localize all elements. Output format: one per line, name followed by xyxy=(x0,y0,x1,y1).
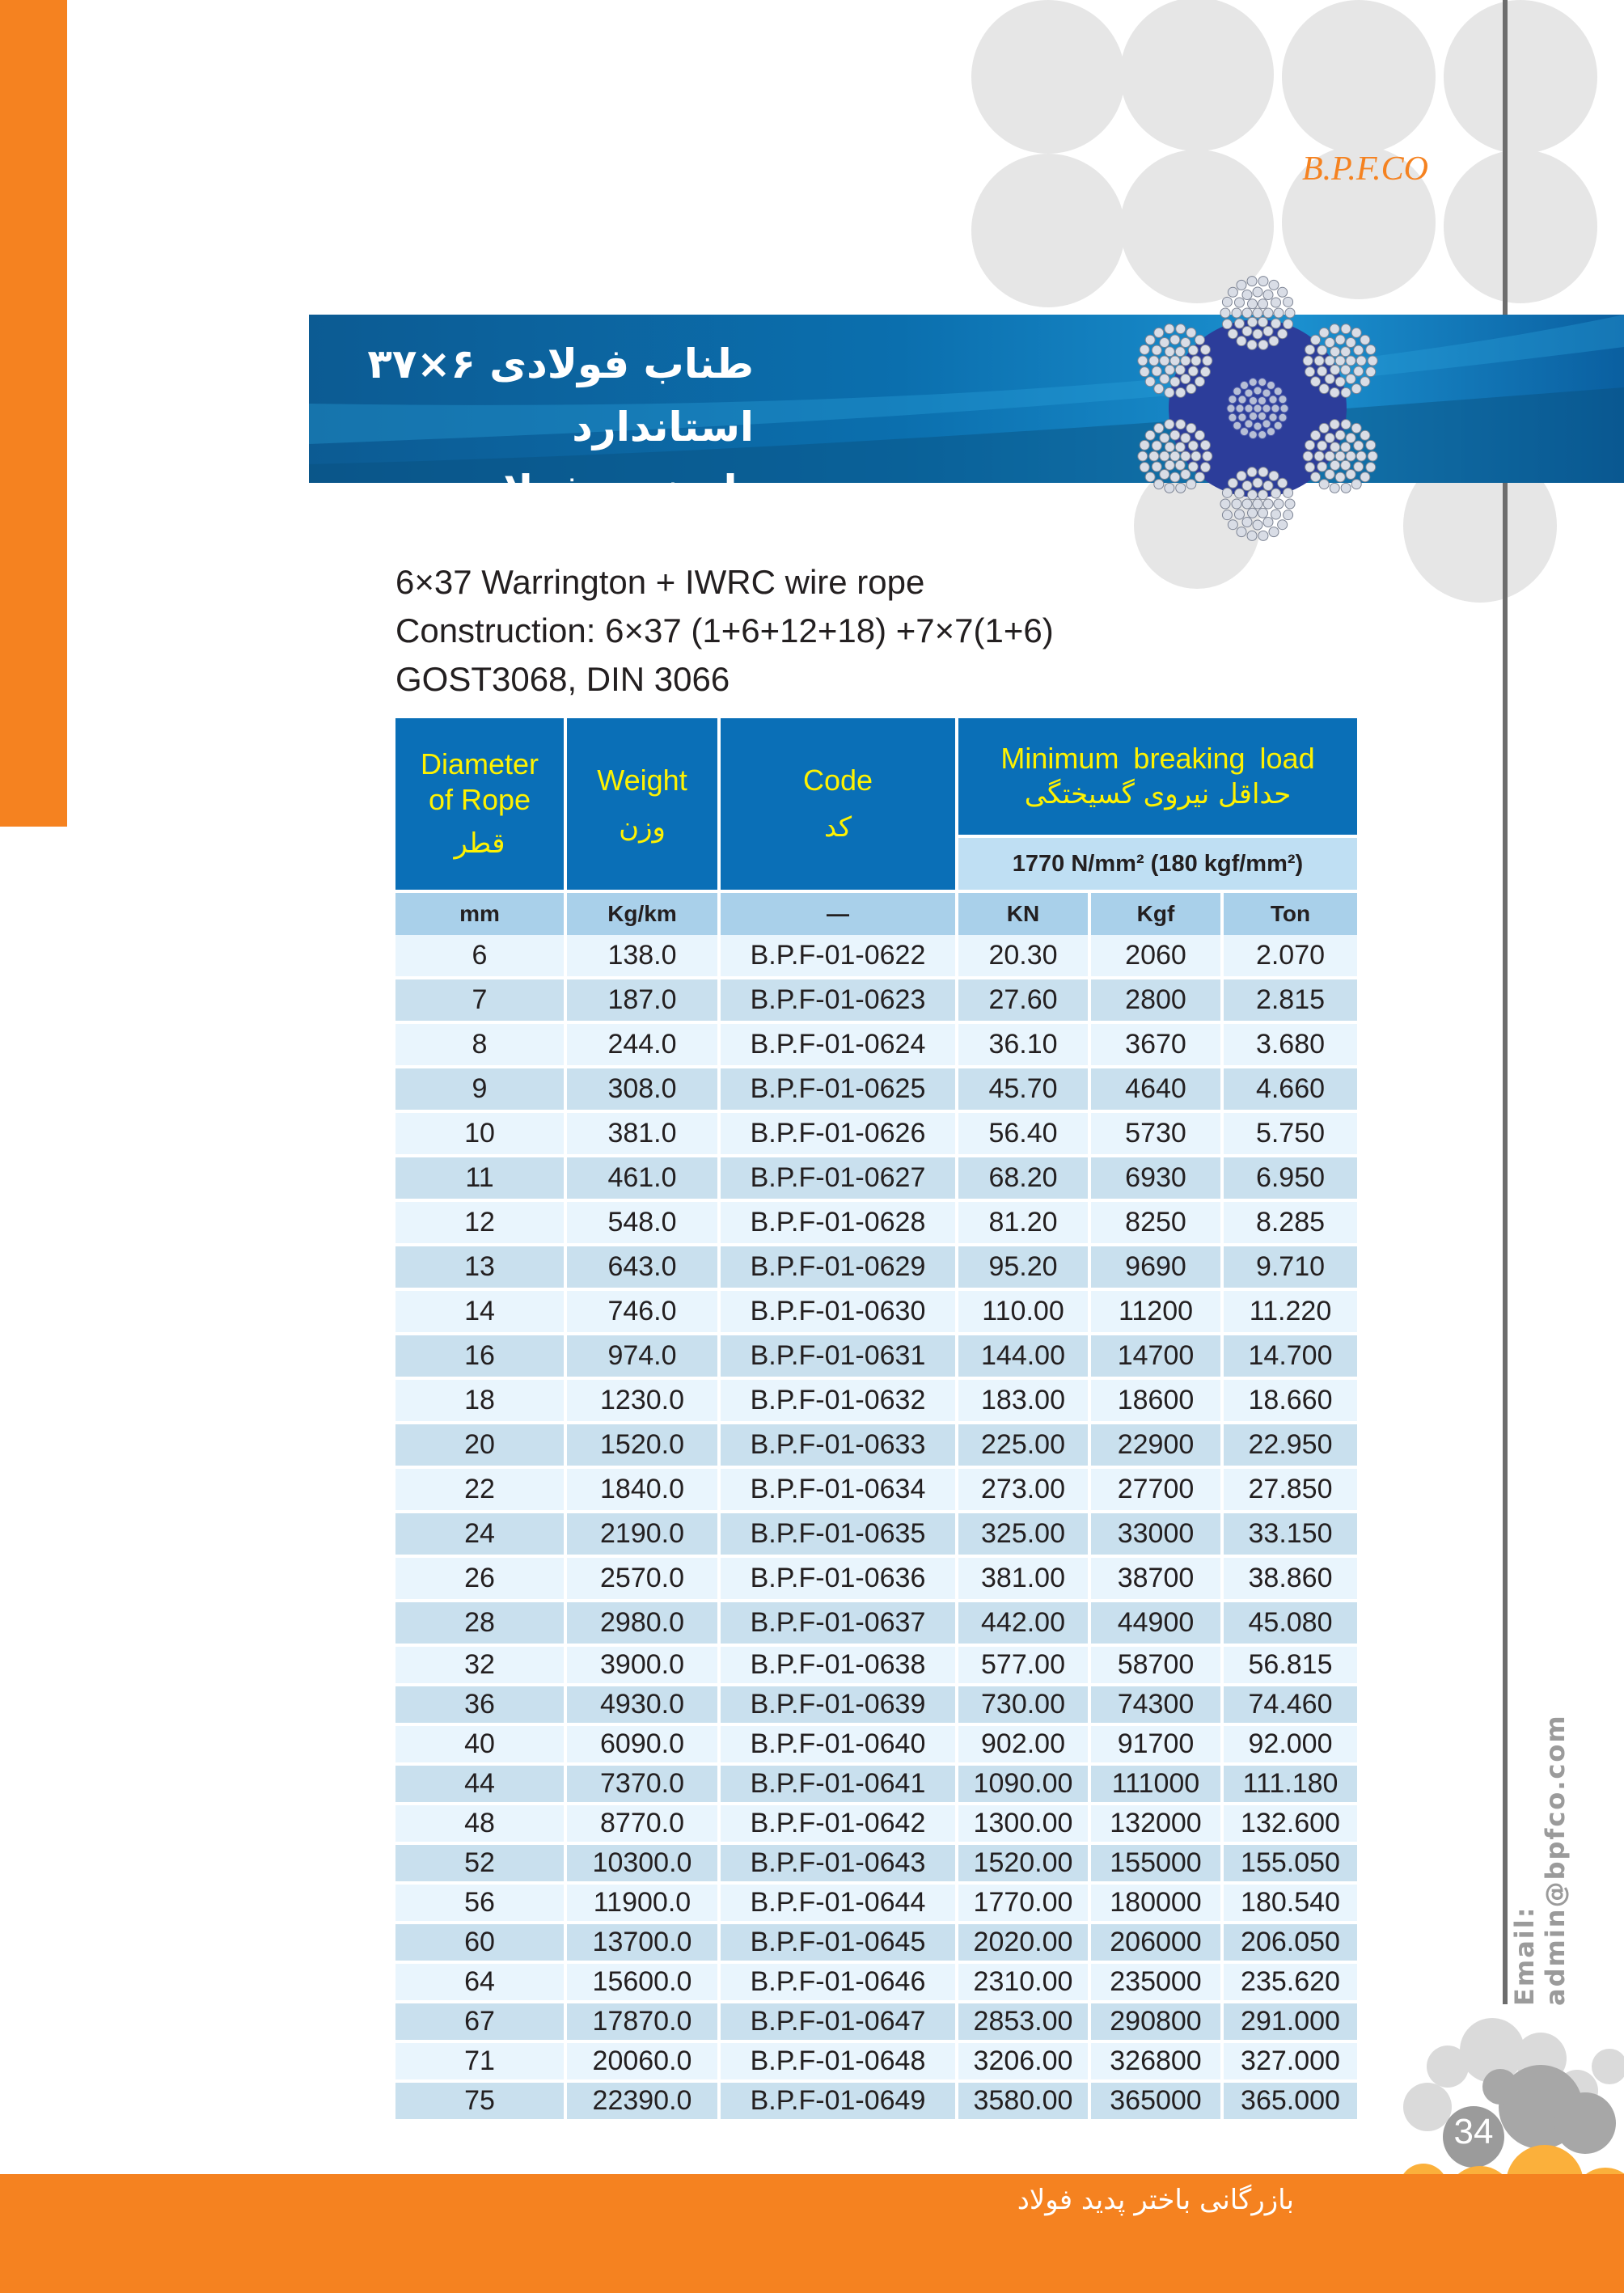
header-weight-label: Weight xyxy=(597,764,687,797)
contact-email: Email: admin@bpfco.com xyxy=(1509,1714,1571,2006)
cell-diameter: 22 xyxy=(395,1469,564,1513)
table-row xyxy=(395,1885,1357,1924)
left-accent-bar xyxy=(0,0,67,827)
table-row xyxy=(395,1766,1357,1805)
cell-code: B.P.F-01-0634 xyxy=(721,1469,955,1513)
table-row xyxy=(395,2083,1357,2122)
cell-kgf: 155000 xyxy=(1091,1845,1220,1885)
cell-weight: 244.0 xyxy=(567,1024,717,1068)
cell-weight: 3900.0 xyxy=(567,1647,717,1686)
cell-diameter: 75 xyxy=(395,2083,564,2122)
cell-weight: 548.0 xyxy=(567,1202,717,1246)
cell-code: B.P.F-01-0631 xyxy=(721,1335,955,1380)
table-row xyxy=(395,1513,1357,1558)
table-row xyxy=(395,1964,1357,2003)
cell-ton: 5.750 xyxy=(1224,1113,1357,1157)
cell-ton: 2.815 xyxy=(1224,979,1357,1024)
unit-ton: Ton xyxy=(1224,890,1357,935)
cell-code: B.P.F-01-0622 xyxy=(721,935,955,979)
cell-weight: 2980.0 xyxy=(567,1602,717,1647)
unit-kn: KN xyxy=(958,890,1088,935)
cell-code: B.P.F-01-0646 xyxy=(721,1964,955,2003)
cell-code: B.P.F-01-0630 xyxy=(721,1291,955,1335)
cell-kgf: 74300 xyxy=(1091,1686,1220,1726)
cell-diameter: 24 xyxy=(395,1513,564,1558)
cell-kgf: 3670 xyxy=(1091,1024,1220,1068)
cell-ton: 8.285 xyxy=(1224,1202,1357,1246)
cell-kgf: 58700 xyxy=(1091,1647,1220,1686)
units-row xyxy=(395,890,1357,935)
cell-ton: 45.080 xyxy=(1224,1602,1357,1647)
cell-code: B.P.F-01-0635 xyxy=(721,1513,955,1558)
cell-kn: 56.40 xyxy=(958,1113,1088,1157)
cell-code: B.P.F-01-0637 xyxy=(721,1602,955,1647)
table-row xyxy=(395,1686,1357,1726)
specification-table xyxy=(392,718,1360,2122)
table-row xyxy=(395,1558,1357,1602)
table-row xyxy=(395,2043,1357,2083)
cell-kgf: 33000 xyxy=(1091,1513,1220,1558)
cell-code: B.P.F-01-0639 xyxy=(721,1686,955,1726)
title-line-1: طناب فولادی ۶×۳۷ استاندارد xyxy=(367,341,754,451)
cell-kn: 27.60 xyxy=(958,979,1088,1024)
cell-kgf: 18600 xyxy=(1091,1380,1220,1424)
cell-kn: 225.00 xyxy=(958,1424,1088,1469)
cell-diameter: 40 xyxy=(395,1726,564,1766)
cell-weight: 1520.0 xyxy=(567,1424,717,1469)
wire-rope-cross-section-image xyxy=(1100,263,1415,554)
cell-kgf: 27700 xyxy=(1091,1469,1220,1513)
cell-kgf: 14700 xyxy=(1091,1335,1220,1380)
cell-code: B.P.F-01-0628 xyxy=(721,1202,955,1246)
cell-kn: 273.00 xyxy=(958,1469,1088,1513)
header-mbl-label-fa: حداقل نیروی گسیختگی xyxy=(1024,778,1292,811)
cell-kgf: 9690 xyxy=(1091,1246,1220,1291)
header-min-breaking-load xyxy=(958,718,1357,838)
cell-diameter: 48 xyxy=(395,1805,564,1845)
cell-kgf: 290800 xyxy=(1091,2003,1220,2043)
cell-weight: 2570.0 xyxy=(567,1558,717,1602)
header-weight xyxy=(567,718,717,890)
cell-kgf: 2800 xyxy=(1091,979,1220,1024)
cell-ton: 235.620 xyxy=(1224,1964,1357,2003)
cell-ton: 14.700 xyxy=(1224,1335,1357,1380)
cell-kgf: 2060 xyxy=(1091,935,1220,979)
cell-code: B.P.F-01-0642 xyxy=(721,1805,955,1845)
cell-diameter: 10 xyxy=(395,1113,564,1157)
cell-kgf: 132000 xyxy=(1091,1805,1220,1845)
table-row xyxy=(395,979,1357,1024)
cell-diameter: 26 xyxy=(395,1558,564,1602)
cell-kgf: 44900 xyxy=(1091,1602,1220,1647)
cell-ton: 4.660 xyxy=(1224,1068,1357,1113)
page-number: 34 xyxy=(1453,2112,1494,2151)
header-code xyxy=(721,718,955,890)
cell-kn: 2020.00 xyxy=(958,1924,1088,1964)
cell-code: B.P.F-01-0632 xyxy=(721,1380,955,1424)
table-row xyxy=(395,1602,1357,1647)
cell-diameter: 9 xyxy=(395,1068,564,1113)
table-row xyxy=(395,1924,1357,1964)
cell-code: B.P.F-01-0638 xyxy=(721,1647,955,1686)
table-row xyxy=(395,1068,1357,1113)
cell-kn: 81.20 xyxy=(958,1202,1088,1246)
cell-code: B.P.F-01-0649 xyxy=(721,2083,955,2122)
cell-ton: 11.220 xyxy=(1224,1291,1357,1335)
cell-kn: 183.00 xyxy=(958,1380,1088,1424)
cell-ton: 291.000 xyxy=(1224,2003,1357,2043)
cell-weight: 7370.0 xyxy=(567,1766,717,1805)
title-banner xyxy=(309,315,1624,514)
cell-code: B.P.F-01-0647 xyxy=(721,2003,955,2043)
brand-logo-text: B.P.F.CO xyxy=(1302,150,1428,188)
cell-weight: 308.0 xyxy=(567,1068,717,1113)
cell-ton: 6.950 xyxy=(1224,1157,1357,1202)
cell-code: B.P.F-01-0629 xyxy=(721,1246,955,1291)
cell-weight: 187.0 xyxy=(567,979,717,1024)
cell-diameter: 14 xyxy=(395,1291,564,1335)
intro-line-1: 6×37 Warrington + IWRC wire rope xyxy=(395,563,925,601)
cell-ton: 2.070 xyxy=(1224,935,1357,979)
cell-weight: 11900.0 xyxy=(567,1885,717,1924)
cell-ton: 33.150 xyxy=(1224,1513,1357,1558)
table-row xyxy=(395,1424,1357,1469)
cell-code: B.P.F-01-0633 xyxy=(721,1424,955,1469)
cell-ton: 56.815 xyxy=(1224,1647,1357,1686)
cell-kgf: 180000 xyxy=(1091,1885,1220,1924)
cell-code: B.P.F-01-0636 xyxy=(721,1558,955,1602)
cell-code: B.P.F-01-0625 xyxy=(721,1068,955,1113)
cell-weight: 461.0 xyxy=(567,1157,717,1202)
cell-diameter: 16 xyxy=(395,1335,564,1380)
header-weight-label-fa: وزن xyxy=(619,811,666,844)
cell-kn: 144.00 xyxy=(958,1335,1088,1380)
cell-code: B.P.F-01-0624 xyxy=(721,1024,955,1068)
cell-ton: 9.710 xyxy=(1224,1246,1357,1291)
unit-weight: Kg/km xyxy=(567,890,717,935)
cell-weight: 381.0 xyxy=(567,1113,717,1157)
table-row xyxy=(395,1335,1357,1380)
right-divider-line xyxy=(1503,0,1508,2004)
cell-diameter: 28 xyxy=(395,1602,564,1647)
cell-ton: 38.860 xyxy=(1224,1558,1357,1602)
product-description xyxy=(395,558,1054,704)
cell-kgf: 22900 xyxy=(1091,1424,1220,1469)
cell-kn: 2310.00 xyxy=(958,1964,1088,2003)
cell-diameter: 6 xyxy=(395,935,564,979)
cell-kgf: 8250 xyxy=(1091,1202,1220,1246)
header-code-label-fa: کد xyxy=(823,811,852,844)
cell-ton: 180.540 xyxy=(1224,1885,1357,1924)
table-row xyxy=(395,1805,1357,1845)
cell-diameter: 32 xyxy=(395,1647,564,1686)
cell-diameter: 71 xyxy=(395,2043,564,2083)
cell-kgf: 326800 xyxy=(1091,2043,1220,2083)
cell-kgf: 206000 xyxy=(1091,1924,1220,1964)
cell-kn: 36.10 xyxy=(958,1024,1088,1068)
cell-kgf: 235000 xyxy=(1091,1964,1220,2003)
cell-diameter: 52 xyxy=(395,1845,564,1885)
table-row xyxy=(395,1157,1357,1202)
cell-weight: 974.0 xyxy=(567,1335,717,1380)
cell-diameter: 36 xyxy=(395,1686,564,1726)
cell-kn: 577.00 xyxy=(958,1647,1088,1686)
cell-code: B.P.F-01-0643 xyxy=(721,1845,955,1885)
cell-kn: 730.00 xyxy=(958,1686,1088,1726)
cell-ton: 92.000 xyxy=(1224,1726,1357,1766)
cell-diameter: 7 xyxy=(395,979,564,1024)
cell-code: B.P.F-01-0627 xyxy=(721,1157,955,1202)
cell-weight: 8770.0 xyxy=(567,1805,717,1845)
table-row xyxy=(395,2003,1357,2043)
cell-kn: 95.20 xyxy=(958,1246,1088,1291)
cell-kgf: 4640 xyxy=(1091,1068,1220,1113)
cell-diameter: 20 xyxy=(395,1424,564,1469)
cell-kgf: 111000 xyxy=(1091,1766,1220,1805)
cell-kn: 3580.00 xyxy=(958,2083,1088,2122)
cell-diameter: 67 xyxy=(395,2003,564,2043)
cell-kgf: 5730 xyxy=(1091,1113,1220,1157)
cell-diameter: 11 xyxy=(395,1157,564,1202)
cell-weight: 746.0 xyxy=(567,1291,717,1335)
cell-kgf: 91700 xyxy=(1091,1726,1220,1766)
cell-ton: 327.000 xyxy=(1224,2043,1357,2083)
cell-diameter: 13 xyxy=(395,1246,564,1291)
table-row xyxy=(395,1113,1357,1157)
page-title xyxy=(366,332,754,522)
cell-diameter: 60 xyxy=(395,1924,564,1964)
header-diameter-label: Diameter of Rope xyxy=(420,747,539,816)
intro-line-2: Construction: 6×37 (1+6+12+18) +7×7(1+6) xyxy=(395,611,1054,649)
cell-code: B.P.F-01-0645 xyxy=(721,1924,955,1964)
cell-kn: 110.00 xyxy=(958,1291,1088,1335)
cell-code: B.P.F-01-0626 xyxy=(721,1113,955,1157)
cell-kn: 1090.00 xyxy=(958,1766,1088,1805)
cell-diameter: 44 xyxy=(395,1766,564,1805)
table-row xyxy=(395,1024,1357,1068)
cell-code: B.P.F-01-0623 xyxy=(721,979,955,1024)
cell-weight: 17870.0 xyxy=(567,2003,717,2043)
table-row xyxy=(395,1845,1357,1885)
cell-kgf: 38700 xyxy=(1091,1558,1220,1602)
cell-kn: 1300.00 xyxy=(958,1805,1088,1845)
cell-diameter: 64 xyxy=(395,1964,564,2003)
cell-ton: 365.000 xyxy=(1224,2083,1357,2122)
header-mbl-label: Minimum breaking load xyxy=(1000,742,1315,776)
cell-kn: 442.00 xyxy=(958,1602,1088,1647)
cell-kgf: 365000 xyxy=(1091,2083,1220,2122)
cell-kn: 902.00 xyxy=(958,1726,1088,1766)
cell-ton: 206.050 xyxy=(1224,1924,1357,1964)
table-row xyxy=(395,1291,1357,1335)
footer-bar xyxy=(0,2174,1624,2293)
title-line-2: با مغزی فولادی xyxy=(445,467,754,514)
table-row xyxy=(395,1380,1357,1424)
unit-diameter: mm xyxy=(395,890,564,935)
cell-weight: 4930.0 xyxy=(567,1686,717,1726)
cell-ton: 27.850 xyxy=(1224,1469,1357,1513)
cell-kgf: 6930 xyxy=(1091,1157,1220,1202)
cell-weight: 2190.0 xyxy=(567,1513,717,1558)
unit-kgf: Kgf xyxy=(1091,890,1220,935)
cell-weight: 22390.0 xyxy=(567,2083,717,2122)
header-diameter xyxy=(395,718,564,890)
cell-ton: 18.660 xyxy=(1224,1380,1357,1424)
header-code-label: Code xyxy=(802,764,873,797)
cell-kn: 20.30 xyxy=(958,935,1088,979)
table-row xyxy=(395,1246,1357,1291)
cell-code: B.P.F-01-0640 xyxy=(721,1726,955,1766)
table-row xyxy=(395,1202,1357,1246)
header-tensile-strength: 1770 N/mm² (180 kgf/mm²) xyxy=(958,838,1357,890)
header-diameter-label-fa: قطر xyxy=(454,827,505,860)
cell-ton: 111.180 xyxy=(1224,1766,1357,1805)
table-row xyxy=(395,1726,1357,1766)
cell-kn: 2853.00 xyxy=(958,2003,1088,2043)
cell-weight: 138.0 xyxy=(567,935,717,979)
cell-diameter: 18 xyxy=(395,1380,564,1424)
cell-ton: 22.950 xyxy=(1224,1424,1357,1469)
cell-weight: 15600.0 xyxy=(567,1964,717,2003)
cell-ton: 74.460 xyxy=(1224,1686,1357,1726)
cell-ton: 155.050 xyxy=(1224,1845,1357,1885)
table-row xyxy=(395,1469,1357,1513)
cell-kn: 3206.00 xyxy=(958,2043,1088,2083)
unit-code: — xyxy=(721,890,955,935)
cell-kn: 45.70 xyxy=(958,1068,1088,1113)
cell-kn: 381.00 xyxy=(958,1558,1088,1602)
cell-diameter: 56 xyxy=(395,1885,564,1924)
cell-code: B.P.F-01-0641 xyxy=(721,1766,955,1805)
cell-ton: 132.600 xyxy=(1224,1805,1357,1845)
cell-kn: 68.20 xyxy=(958,1157,1088,1202)
footer-company-name: بازرگانی باختر پدید فولاد xyxy=(1017,2184,1294,2216)
cell-weight: 13700.0 xyxy=(567,1924,717,1964)
cell-weight: 643.0 xyxy=(567,1246,717,1291)
cell-kn: 1520.00 xyxy=(958,1845,1088,1885)
cell-kn: 1770.00 xyxy=(958,1885,1088,1924)
table-row xyxy=(395,935,1357,979)
cell-weight: 6090.0 xyxy=(567,1726,717,1766)
cell-weight: 10300.0 xyxy=(567,1845,717,1885)
cell-diameter: 12 xyxy=(395,1202,564,1246)
cell-code: B.P.F-01-0644 xyxy=(721,1885,955,1924)
cell-weight: 1840.0 xyxy=(567,1469,717,1513)
cell-kgf: 11200 xyxy=(1091,1291,1220,1335)
cell-weight: 1230.0 xyxy=(567,1380,717,1424)
cell-ton: 3.680 xyxy=(1224,1024,1357,1068)
cell-kn: 325.00 xyxy=(958,1513,1088,1558)
cell-diameter: 8 xyxy=(395,1024,564,1068)
table-row xyxy=(395,1647,1357,1686)
cell-code: B.P.F-01-0648 xyxy=(721,2043,955,2083)
intro-line-3: GOST3068, DIN 3066 xyxy=(395,660,730,698)
cell-weight: 20060.0 xyxy=(567,2043,717,2083)
